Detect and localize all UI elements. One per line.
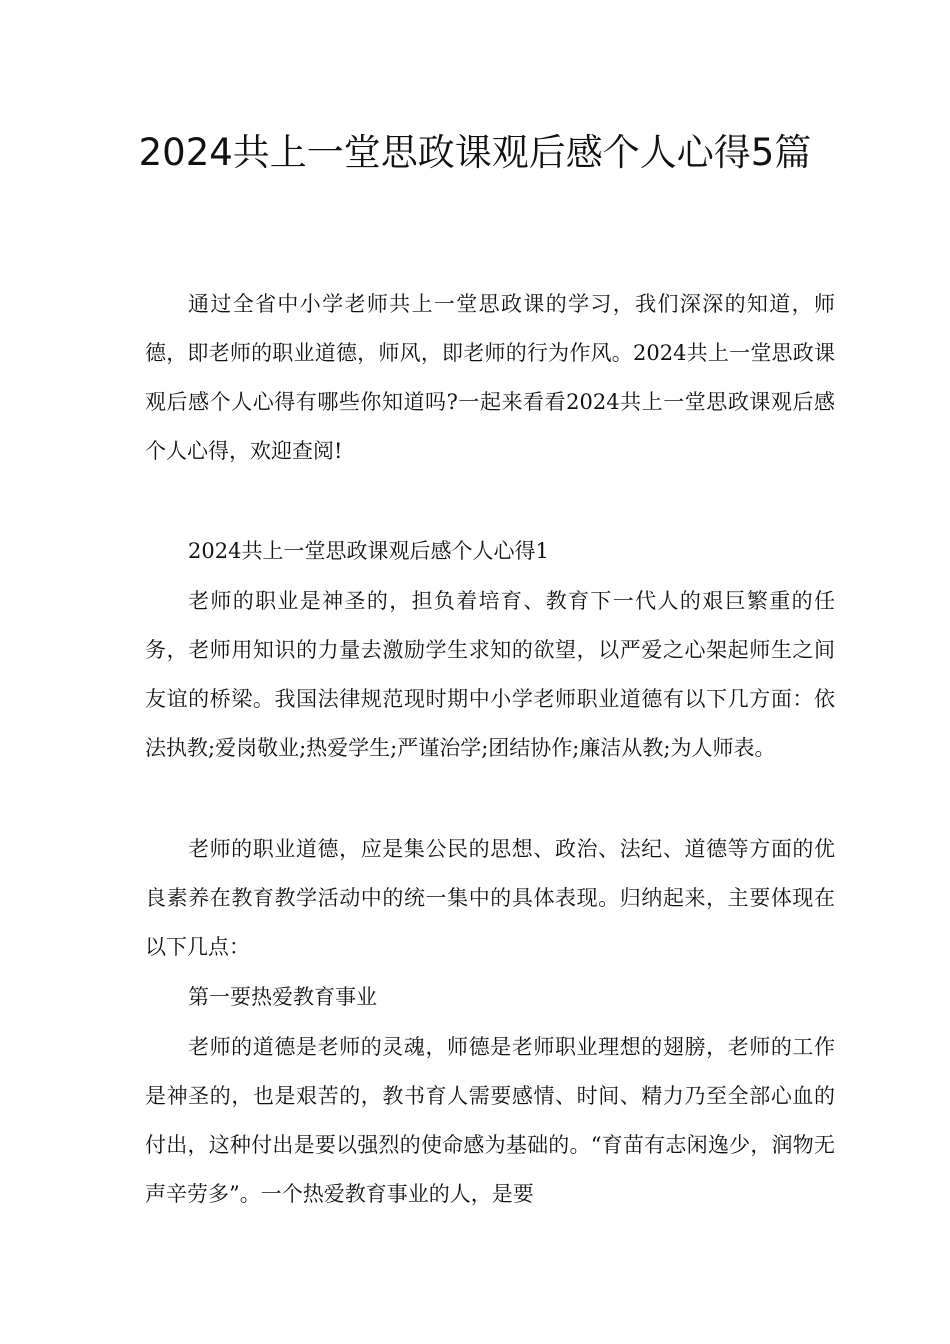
paragraph-2: 老师的职业道德，应是集公民的思想、政治、法纪、道德等方面的优良素养在教育教学活动中的统一集中的具体表现。归纳起来，主要体现在以下几点：	[145, 837, 835, 959]
paragraph-1: 老师的职业是神圣的，担负着培育、教育下一代人的艰巨繁重的任务，老师用知识的力量去激励学生求知的欲望，以严爱之心架起师生之间友谊的桥梁。我国法律规范现时期中小学老师职业道德有以下几方面：依法执教;爱岗敬业;热爱学生;严谨治学;团结协作;廉洁从教;为人师表。	[145, 589, 835, 760]
section-heading-1: 2024共上一堂思政课观后感个人心得1	[188, 539, 549, 563]
document-title: 2024共上一堂思政课观后感个人心得5篇	[138, 131, 812, 174]
point-heading-1: 第一要热爱教育事业	[188, 985, 377, 1009]
paragraph-3: 老师的道德是老师的灵魂，师德是老师职业理想的翅膀，老师的工作是神圣的，也是艰苦的，教书育人需要感情、时间、精力乃至全部心血的付出，这种付出是要以强烈的使命感为基础的。“育苗有志闲逸少，润物无声辛劳多”。一个热爱教育事业的人，是要	[145, 1035, 835, 1206]
intro-paragraph: 通过全省中小学老师共上一堂思政课的学习，我们深深的知道，师德，即老师的职业道德，师风，即老师的行为作风。2024共上一堂思政课观后感个人心得有哪些你知道吗?一起来看看2024共上一堂思政课观后感个人心得，欢迎查阅!	[145, 292, 835, 463]
